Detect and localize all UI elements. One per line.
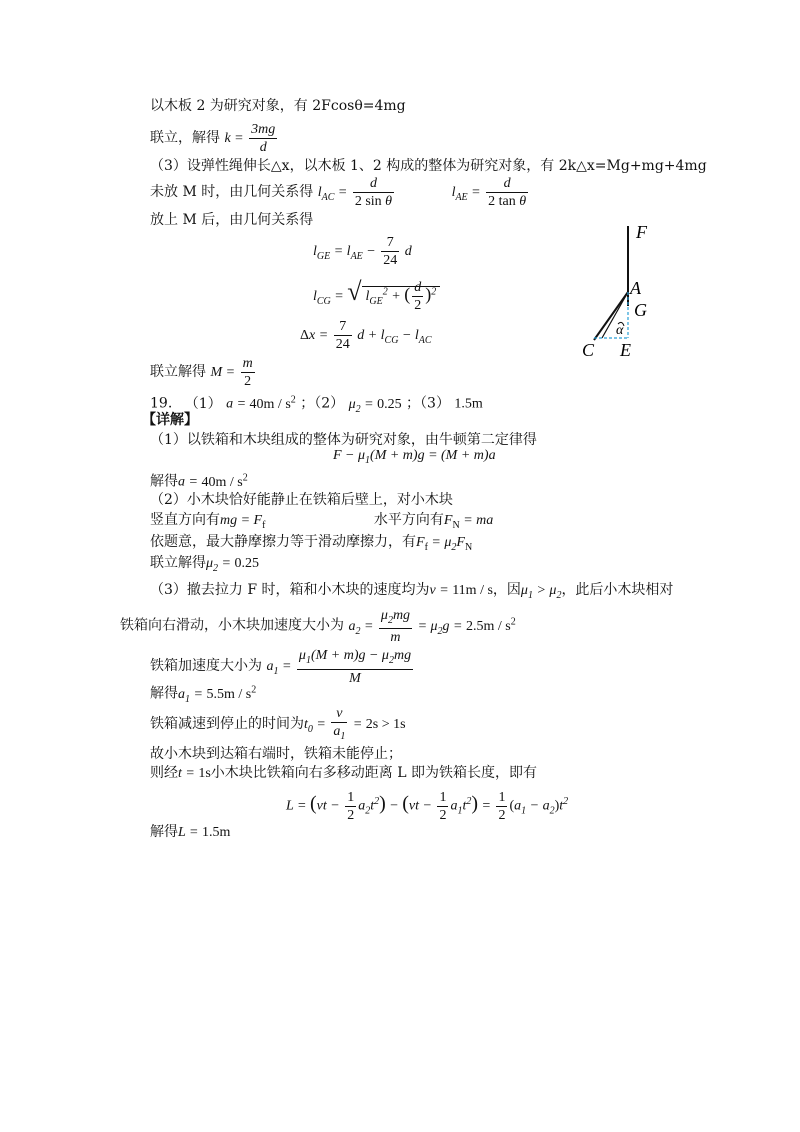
detail-line-7-a: （3）撤去拉力 F 时，箱和小木块的速度均为 xyxy=(150,582,430,598)
detail-heading: 【详解】 xyxy=(142,412,198,428)
answer-3: 1.5m xyxy=(454,396,483,412)
detail-line-13 xyxy=(150,763,537,784)
detail-line-15 xyxy=(150,822,230,843)
board-line-inner xyxy=(602,292,628,338)
formula-t: t = 1s xyxy=(178,766,211,781)
detail-line-8 xyxy=(120,602,516,651)
detail-line-9-a: 铁箱加速度大小为 xyxy=(150,658,262,674)
formula-lac: $l_{AC}$ = $\frac{d}{\text{2 sin θ}}$ xyxy=(317,176,393,210)
formula-newton: $F - \mu_1(M + m)g = (M + m)a$ xyxy=(333,448,496,466)
label-alpha: α xyxy=(616,323,624,338)
detail-line-11-a: 铁箱减速到停止的时间为 xyxy=(150,716,304,732)
detail-line-13-a: 则经 xyxy=(150,765,178,781)
question-19-answers xyxy=(150,390,483,419)
formula-lge: $l_{GE} = l_{AE}$ − $\frac{7}{24}$ d xyxy=(313,235,412,269)
detail-line-12: 故小木块到达箱右端时，铁箱未能停止； xyxy=(150,746,402,762)
text-line-3: （3）设弹性绳伸长△x，以木板 1、2 构成的整体为研究对象，有 2k△x=Mg+mg+4mg xyxy=(150,158,707,174)
answer-1: $a = 40m / s^2$ xyxy=(226,394,296,412)
text-line-2 xyxy=(150,118,279,159)
answer-1-label: （1） xyxy=(184,395,222,412)
text-line-6 xyxy=(150,352,257,393)
detail-line-2 xyxy=(150,468,248,493)
detail-line-6 xyxy=(150,553,259,579)
formula-fn-ma: $F_N$ = ma xyxy=(443,513,494,531)
formula-lcg: $l_{CG}$ = √ $l_{GE}^2$ + ( $\frac{d}{2}$ )$^2$ xyxy=(313,270,440,324)
formula-v: v = 11m / s xyxy=(429,583,493,598)
detail-line-1: （1）以铁箱和木块组成的整体为研究对象，由牛顿第二定律得 xyxy=(150,432,537,448)
formula-a: $a = 40m / s^2$ xyxy=(178,472,248,490)
geometry-figure xyxy=(580,220,690,360)
formula-L: L = (vt − $\frac{1}{2}$ $a_2t^2) - (vt$ − $\frac{1}{2}$ $a_1t^2$) = $\frac{1}{2}$ $(a_1 - a_2)t^2$ xyxy=(286,789,569,823)
question-number: 19. xyxy=(150,395,173,412)
answer-2: $\mu_2 = 0.25$ xyxy=(348,396,402,415)
detail-line-6-label: 联立解得 xyxy=(150,555,206,571)
text-line-2-label: 联立，解得 xyxy=(150,130,220,146)
formula-L-val: L = 1.5m xyxy=(178,825,231,840)
answer-3-label: ；（3） xyxy=(406,395,450,412)
text-line-4-label: 未放 M 时，由几何关系得 xyxy=(150,184,314,200)
detail-line-10-a: 解得 xyxy=(150,685,178,702)
label-A: A xyxy=(630,278,641,298)
formula-k: k = $\frac{3mg}{d}$ xyxy=(224,122,276,156)
label-F: F xyxy=(636,222,647,242)
detail-line-2-label: 解得 xyxy=(150,473,178,490)
detail-line-8-a: 铁箱向右滑动，小木块加速度大小为 xyxy=(120,617,344,634)
detail-line-13-b: 小木块比铁箱向右多移动距离 L 即为铁箱长度，即有 xyxy=(210,765,537,781)
label-C: C xyxy=(582,340,595,360)
detail-line-7-b: ，因 xyxy=(492,582,521,598)
detail-line-3: （2）小木块恰好能静止在铁箱后壁上，对小木块 xyxy=(150,492,453,508)
formula-a1-val: $a_1 = 5.5m / s^2$ xyxy=(178,684,257,705)
label-E: E xyxy=(620,340,631,360)
formula-ff-mu: $F_f = \mu_2F_N$ xyxy=(416,535,473,553)
text-line-5: 放上 M 后，由几何关系得 xyxy=(150,212,314,228)
detail-line-5-label: 依题意，最大静摩擦力等于滑动摩擦力，有 xyxy=(150,534,416,550)
formula-t0: $t_0$ = $\frac{v}{a_1}$ = 2s > 1s xyxy=(304,705,406,742)
label-G: G xyxy=(634,300,647,320)
detail-line-4-mid: 水平方向有 xyxy=(373,512,444,528)
detail-line-15-a: 解得 xyxy=(150,824,178,840)
formula-mu2: $\mu_2 = 0.25$ xyxy=(206,556,259,574)
text-line-6-label: 联立解得 xyxy=(150,364,206,380)
detail-line-4-label: 竖直方向有 xyxy=(150,512,220,528)
formula-M: M = $\frac{m}{2}$ xyxy=(210,356,253,390)
formula-mg-ff: mg = $F_f$ xyxy=(220,513,266,531)
text-line-1: 以木板 2 为研究对象，有 2Fcosθ=4mg xyxy=(150,98,406,114)
detail-line-11 xyxy=(150,704,406,750)
formula-lae: $l_{AE}$ = $\frac{d}{\text{2 tan θ}}$ xyxy=(451,176,527,210)
formula-dx: Δx = $\frac{7}{24}$ $d + l_{CG} - l_{AC}$ xyxy=(300,319,432,353)
answer-2-label: ；（2） xyxy=(300,395,345,412)
formula-a2: $a_2$ = $\frac{\mu_2mg}{m}$ = $\mu_2g = 2.5m / s^2$ xyxy=(348,607,516,646)
formula-mu-compare: $\mu_1 > \mu_2$ xyxy=(520,583,562,601)
formula-a1: $a_1$ = $\frac{\mu_1(M + m)g - \mu_2mg}{M}$ xyxy=(266,647,412,686)
detail-line-7-c: ，此后小木块相对 xyxy=(561,582,674,598)
